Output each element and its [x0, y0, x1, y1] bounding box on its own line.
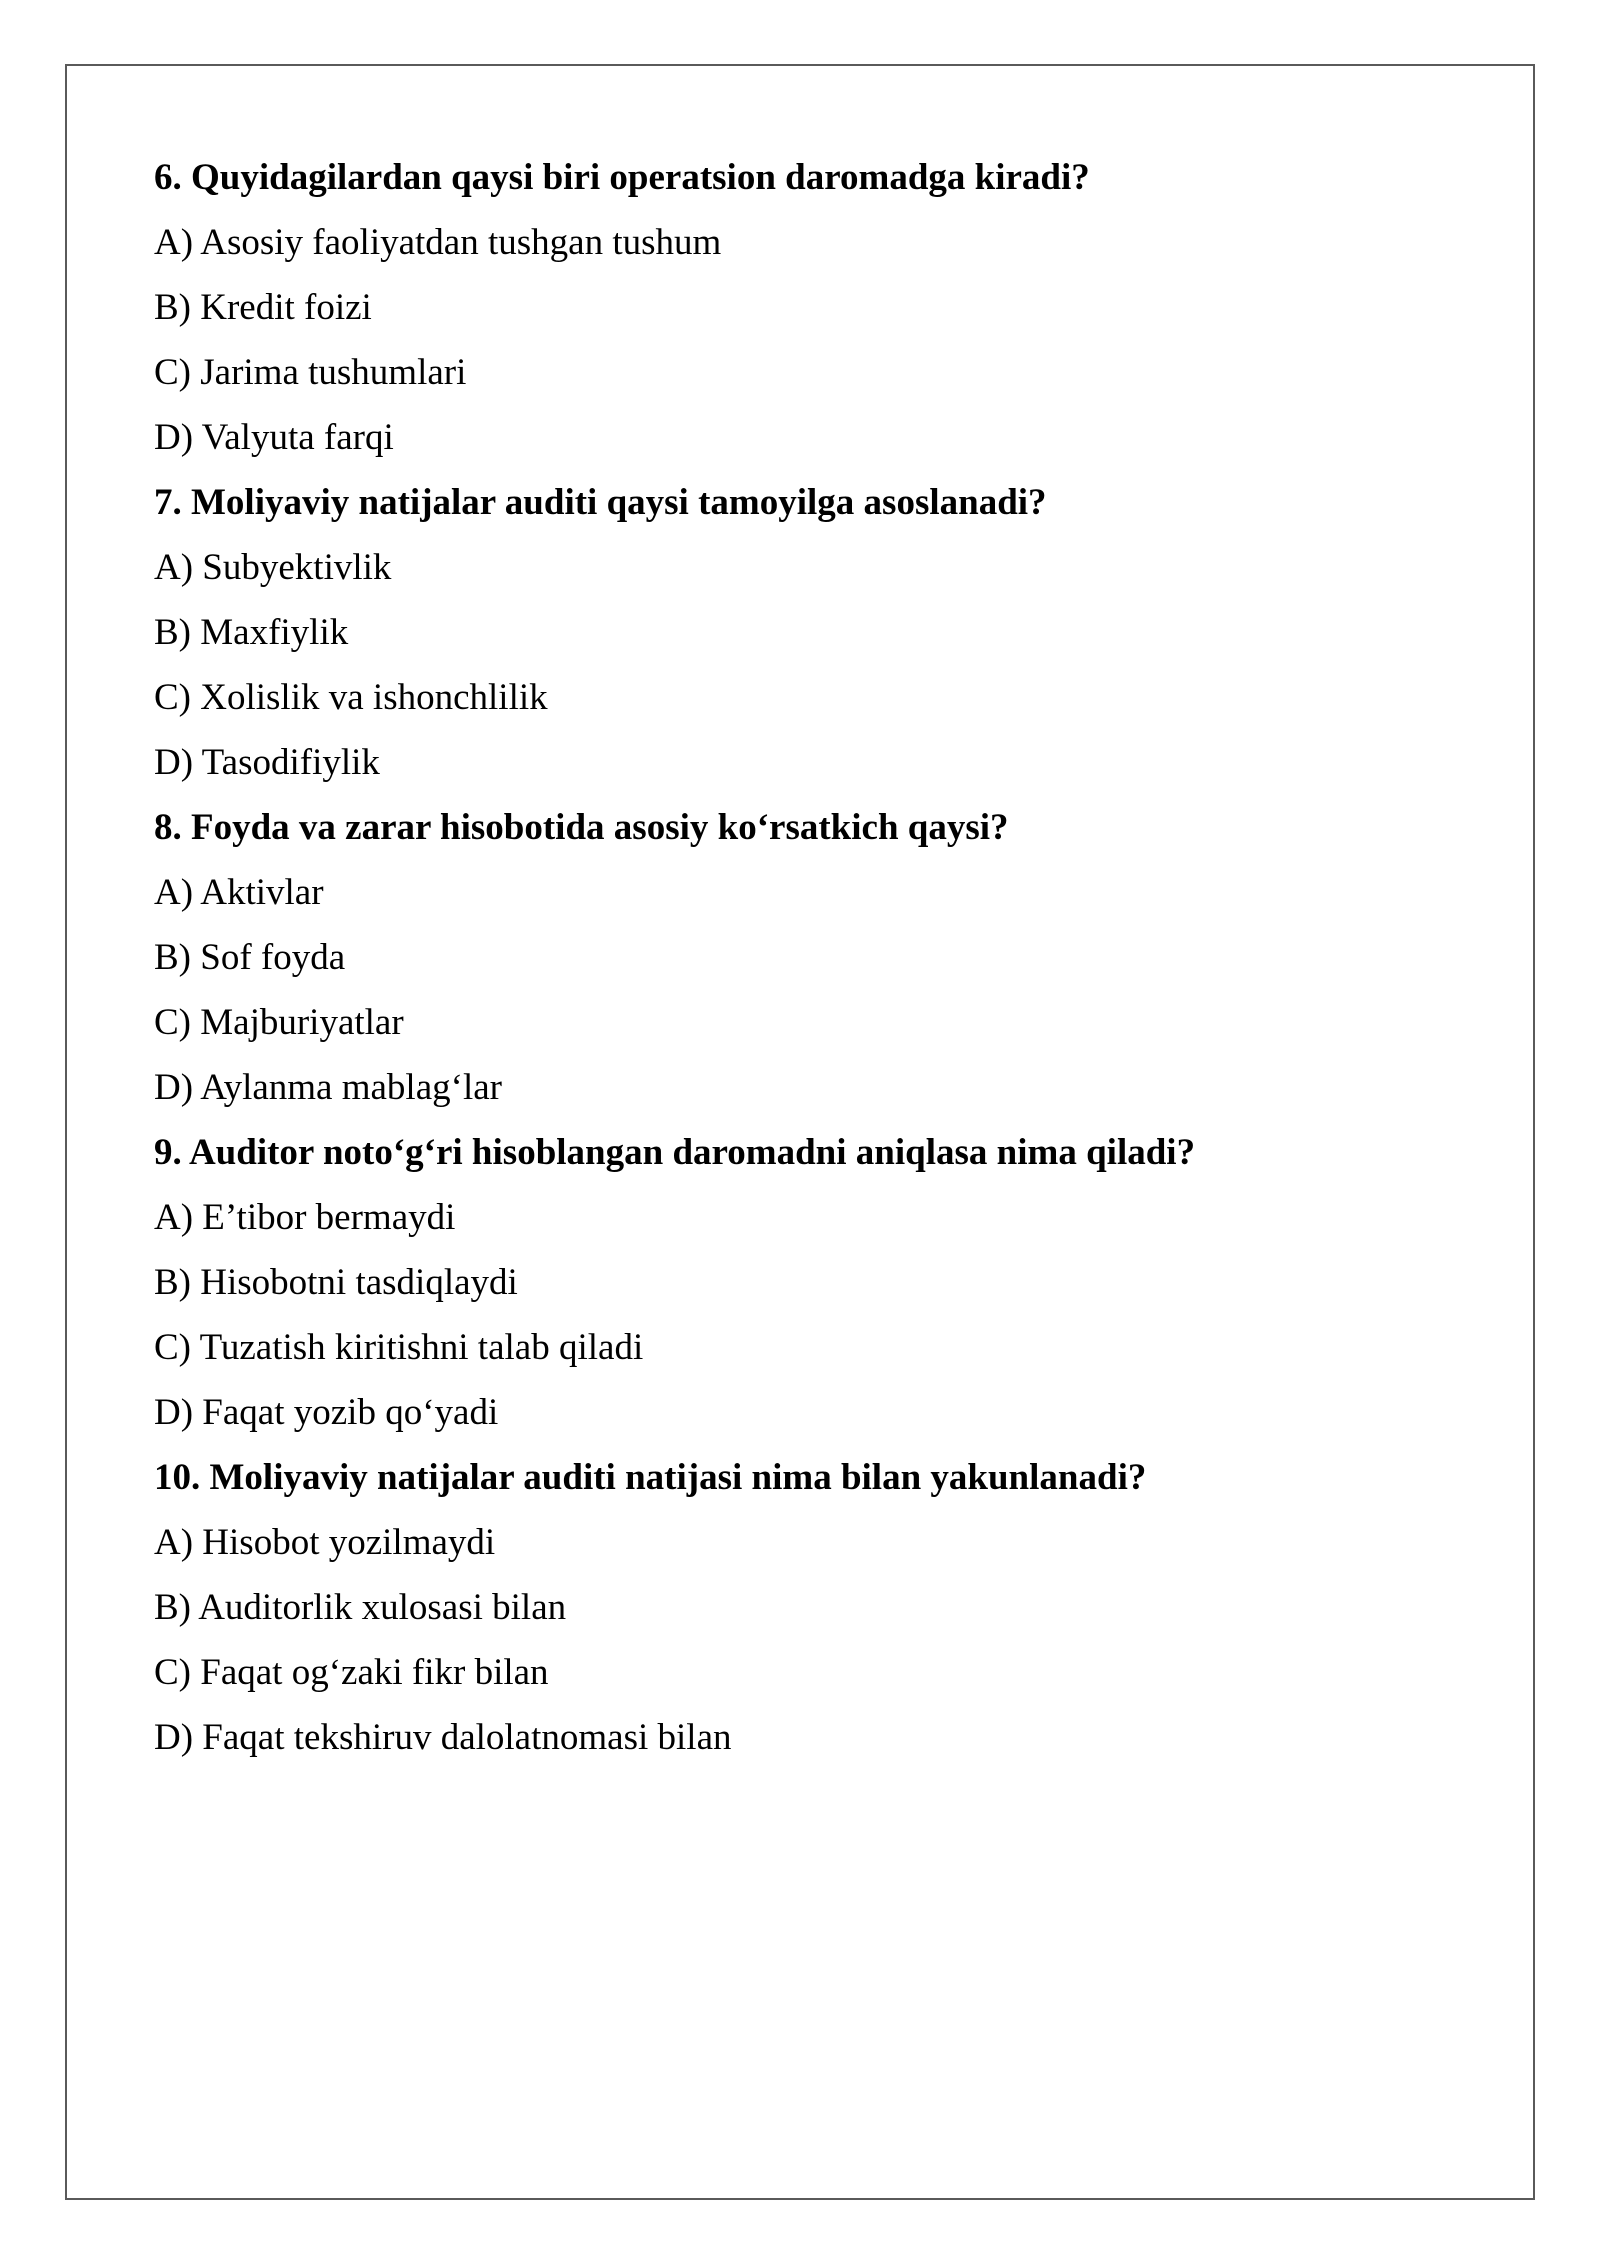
- question-title: 6. Quyidagilardan qaysi biri operatsion daromadga kiradi?: [154, 157, 1090, 198]
- answer-options: [154, 210, 1454, 470]
- answer-option-d: D) Faqat yozib qo‘yadi: [154, 1392, 499, 1433]
- question-10: [154, 1445, 1454, 1770]
- answer-options: [154, 1510, 1454, 1770]
- answer-option-b: B) Hisobotni tasdiqlaydi: [154, 1262, 518, 1303]
- answer-option-b: B) Maxfiylik: [154, 612, 349, 653]
- question-title: 10. Moliyaviy natijalar auditi natijasi nima bilan yakunlanadi?: [154, 1457, 1147, 1498]
- answer-option-b: B) Auditorlik xulosasi bilan: [154, 1587, 567, 1628]
- answer-option-b: B) Sof foyda: [154, 937, 346, 978]
- answer-option-c: C) Jarima tushumlari: [154, 352, 467, 393]
- answer-options: [154, 535, 1454, 795]
- question-title: 7. Moliyaviy natijalar auditi qaysi tamoyilga asoslanadi?: [154, 482, 1047, 523]
- answer-option-d: D) Faqat tekshiruv dalolatnomasi bilan: [154, 1717, 732, 1758]
- answer-option-d: D) Tasodifiylik: [154, 742, 380, 783]
- answer-option-a: A) E’tibor bermaydi: [154, 1197, 456, 1238]
- answer-option-c: C) Xolislik va ishonchlilik: [154, 677, 548, 718]
- answer-options: [154, 860, 1454, 1120]
- answer-option-c: C) Majburiyatlar: [154, 1002, 404, 1043]
- answer-option-c: C) Tuzatish kiritishni talab qiladi: [154, 1327, 644, 1368]
- question-8: [154, 795, 1454, 1120]
- answer-option-d: D) Valyuta farqi: [154, 417, 394, 458]
- answer-option-a: A) Hisobot yozilmaydi: [154, 1522, 496, 1563]
- question-6: [154, 145, 1454, 470]
- answer-option-c: C) Faqat og‘zaki fikr bilan: [154, 1652, 549, 1693]
- answer-option-b: B) Kredit foizi: [154, 287, 372, 328]
- question-7: [154, 470, 1454, 795]
- answer-option-a: A) Asosiy faoliyatdan tushgan tushum: [154, 222, 722, 263]
- question-title: 8. Foyda va zarar hisobotida asosiy ko‘rsatkich qaysi?: [154, 807, 1009, 848]
- answer-option-a: A) Aktivlar: [154, 872, 324, 913]
- answer-options: [154, 1185, 1454, 1445]
- question-title: 9. Auditor noto‘g‘ri hisoblangan daromadni aniqlasa nima qiladi?: [154, 1132, 1196, 1173]
- question-9: [154, 1120, 1454, 1445]
- answer-option-a: A) Subyektivlik: [154, 547, 392, 588]
- quiz-content: [154, 145, 1454, 1770]
- answer-option-d: D) Aylanma mablag‘lar: [154, 1067, 502, 1108]
